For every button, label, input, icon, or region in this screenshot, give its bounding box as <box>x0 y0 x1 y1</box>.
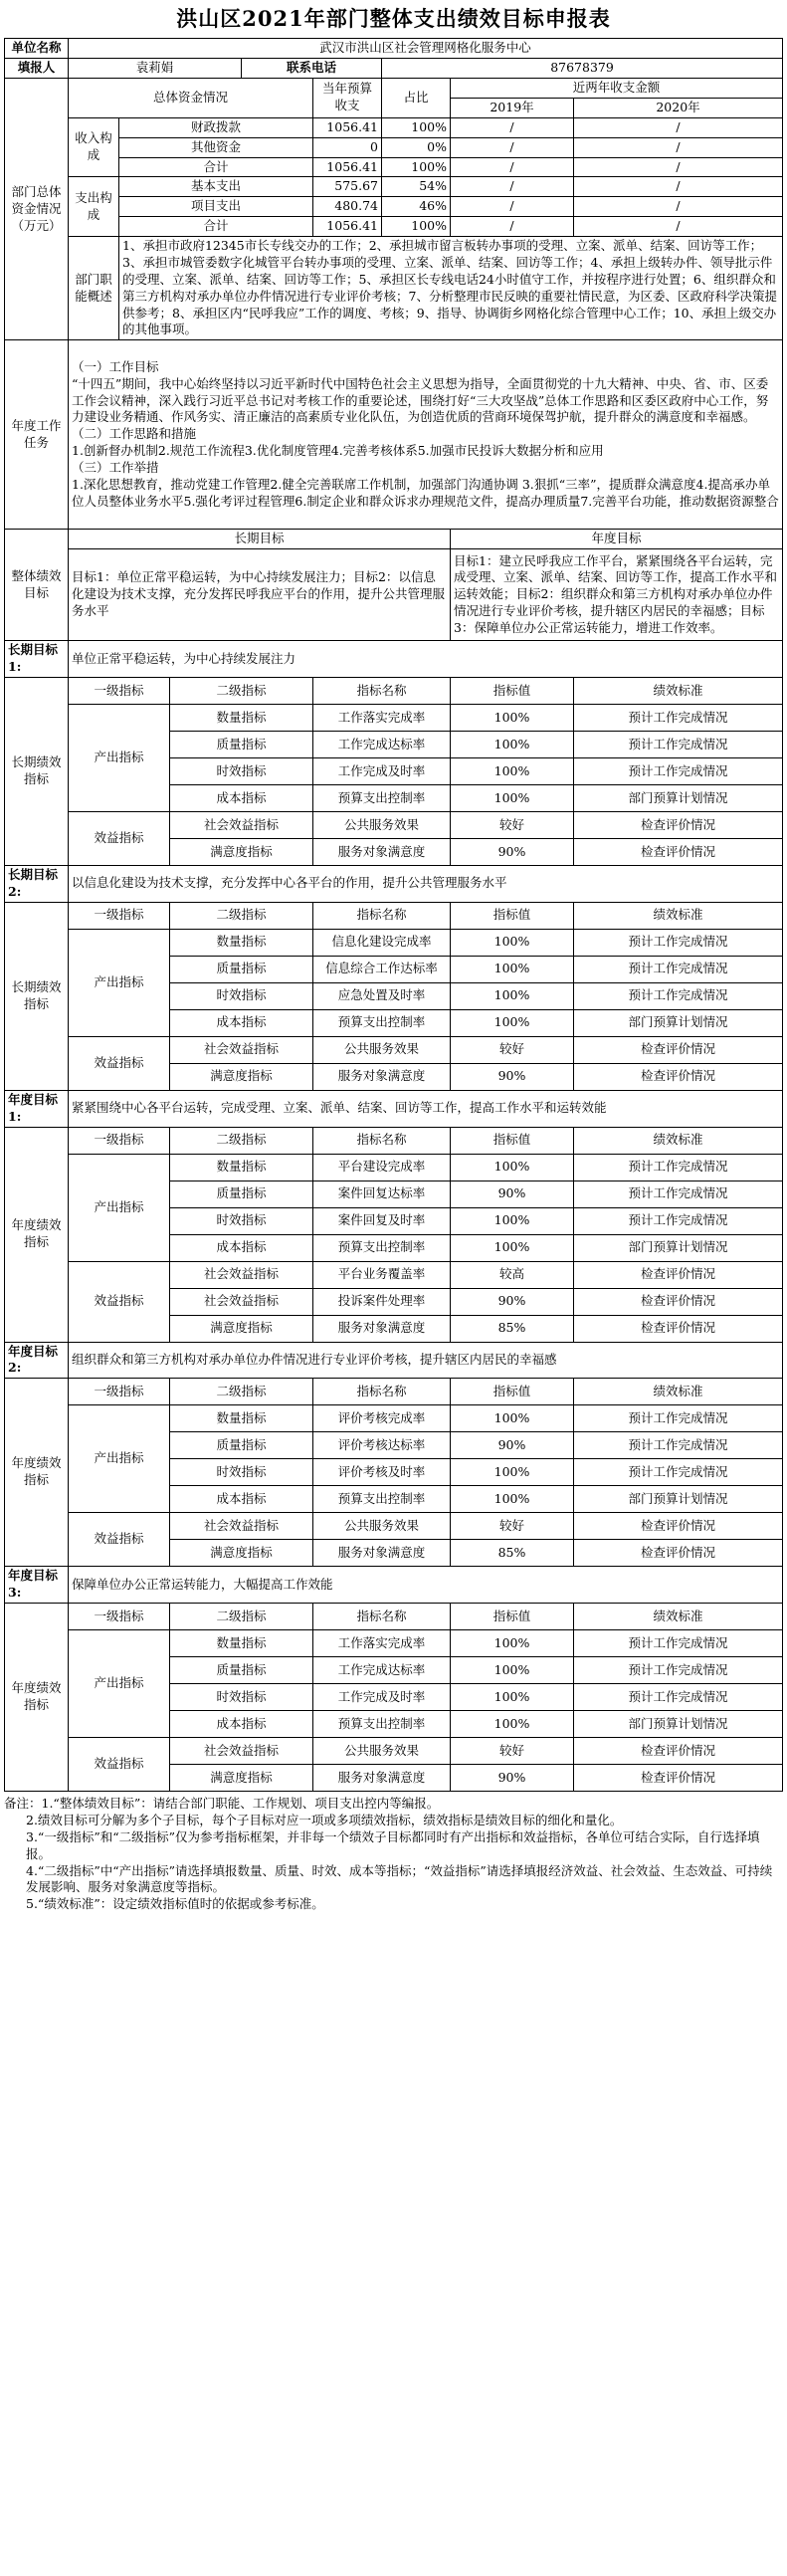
indicator-value: 100% <box>451 1630 574 1657</box>
indicator-value: 100% <box>451 929 574 956</box>
indicator-value: 100% <box>451 1684 574 1711</box>
col-header-standard: 绩效标准 <box>574 1379 783 1405</box>
funds-section-label: 部门总体资金情况（万元） <box>5 78 69 339</box>
indicator-level1: 产出指标 <box>69 1154 170 1261</box>
expense-item-ratio: 100% <box>382 217 451 237</box>
expense-item-2019: / <box>451 197 574 217</box>
income-item-amount: 0 <box>313 137 382 157</box>
indicator-value: 100% <box>451 705 574 732</box>
income-item-2019: / <box>451 137 574 157</box>
indicator-group-label: 年度绩效指标 <box>5 1127 69 1342</box>
indicator-level2: 质量指标 <box>170 1432 313 1459</box>
year-task-paragraph: 1.深化思想教育，推动党建工作管理2.健全完善联席工作机制，加强部门沟通协调 3.狠抓“三率”，提质群众满意度4.提高承办单位人员整体业务水平5.强化考评过程管理6.制定企业和群众诉求办理规范文件，提高办理质量7.完善平台功能，推动数据资源整合 <box>72 476 779 509</box>
note-line: 备注：1.“整体绩效目标”：请结合部门职能、工作规划、项目支出控内等编报。 <box>4 1796 440 1811</box>
indicator-name: 应急处置及时率 <box>313 982 451 1009</box>
goal-section-label: 年度目标2: <box>5 1342 69 1379</box>
indicator-standard: 预计工作完成情况 <box>574 956 783 982</box>
income-item-amount: 1056.41 <box>313 117 382 137</box>
indicator-standard: 部门预算计划情况 <box>574 1009 783 1036</box>
income-item-name: 其他资金 <box>119 137 313 157</box>
indicator-name: 预算支出控制率 <box>313 1711 451 1738</box>
indicator-level2: 社会效益指标 <box>170 1036 313 1063</box>
year-task-paragraph: （二）工作思路和措施 <box>72 426 197 442</box>
year-task-paragraph: （一）工作目标 <box>72 358 159 374</box>
indicator-level1: 效益指标 <box>69 1036 170 1090</box>
indicator-value: 100% <box>451 1657 574 1684</box>
goal-section-label: 长期目标1: <box>5 641 69 678</box>
indicator-level2: 成本指标 <box>170 1711 313 1738</box>
indicator-group-label: 年度绩效指标 <box>5 1604 69 1792</box>
note-line: 5.“绩效标准”：设定绩效指标值时的依据或参考标准。 <box>26 1896 324 1912</box>
report-table <box>4 38 783 1792</box>
indicator-standard: 预计工作完成情况 <box>574 982 783 1009</box>
goal-section-text: 紧紧围绕中心各平台运转，完成受理、立案、派单、结案、回访等工作，提高工作水平和运转效能 <box>69 1090 783 1127</box>
indicator-value: 90% <box>451 1181 574 1207</box>
indicator-level2: 成本指标 <box>170 785 313 812</box>
year-task-paragraph: 1.创新督办机制2.规范工作流程3.优化制度管理4.完善考核体系5.加强市民投诉大数据分析和应用 <box>72 443 604 459</box>
indicator-standard: 部门预算计划情况 <box>574 1711 783 1738</box>
year-task-text <box>69 340 783 530</box>
col-header-standard: 绩效标准 <box>574 1604 783 1630</box>
unit-name-value: 武汉市洪山区社会管理网格化服务中心 <box>69 39 783 59</box>
expense-group-label: 支出构成 <box>69 177 119 237</box>
indicator-name: 公共服务效果 <box>313 1036 451 1063</box>
indicator-standard: 检查评价情况 <box>574 839 783 866</box>
indicator-value: 85% <box>451 1540 574 1567</box>
indicator-name: 信息化建设完成率 <box>313 929 451 956</box>
indicator-name: 服务对象满意度 <box>313 839 451 866</box>
income-item-name: 合计 <box>119 157 313 177</box>
indicator-level2: 社会效益指标 <box>170 1261 313 1288</box>
indicator-value: 90% <box>451 1063 574 1090</box>
goal-section-text: 保障单位办公正常运转能力，大幅提高工作效能 <box>69 1567 783 1604</box>
indicator-name: 公共服务效果 <box>313 812 451 839</box>
indicator-standard: 预计工作完成情况 <box>574 1630 783 1657</box>
indicator-value: 100% <box>451 732 574 758</box>
goal-section-text: 组织群众和第三方机构对承办单位办件情况进行专业评价考核，提升辖区内居民的幸福感 <box>69 1342 783 1379</box>
indicator-standard: 预计工作完成情况 <box>574 705 783 732</box>
indicator-standard: 预计工作完成情况 <box>574 732 783 758</box>
indicator-level2: 数量指标 <box>170 929 313 956</box>
filler-label: 填报人 <box>5 58 69 78</box>
col-header-standard: 绩效标准 <box>574 678 783 705</box>
expense-item-2019: / <box>451 217 574 237</box>
funds-header-budget: 当年预算收支 <box>313 78 382 117</box>
indicator-level1: 效益指标 <box>69 1261 170 1342</box>
income-item-name: 财政拨款 <box>119 117 313 137</box>
income-item-ratio: 100% <box>382 117 451 137</box>
indicator-name: 工作完成达标率 <box>313 1657 451 1684</box>
indicator-name: 工作完成及时率 <box>313 1684 451 1711</box>
overall-goal-label: 整体绩效目标 <box>5 530 69 641</box>
indicator-level2: 社会效益指标 <box>170 1738 313 1765</box>
income-item-2019: / <box>451 157 574 177</box>
note-line: 2.绩效目标可分解为多个子目标，每个子目标对应一项或多项绩效指标，绩效指标是绩效目标的细化和量化。 <box>26 1812 623 1827</box>
income-item-2020: / <box>574 157 783 177</box>
col-header-name: 指标名称 <box>313 1379 451 1405</box>
indicator-value: 较好 <box>451 1738 574 1765</box>
indicator-standard: 预计工作完成情况 <box>574 1405 783 1432</box>
expense-item-ratio: 54% <box>382 177 451 197</box>
year-goal-text: 目标1：建立民呼我应工作平台，紧紧围绕各平台运转，完成受理、立案、派单、结案、回访等工作，提高工作水平和运转效能；目标2：组织群众和第三方机构对承办单位办件情况进行专业评价考核，提升辖区内居民的幸福感；目标3：保障单位办公正常运转能力，增进工作效率。 <box>451 549 783 641</box>
indicator-standard: 预计工作完成情况 <box>574 758 783 785</box>
goal-section-text: 以信息化建设为技术支撑，充分发挥中心各平台的作用，提升公共管理服务水平 <box>69 866 783 903</box>
col-header-value: 指标值 <box>451 1127 574 1154</box>
indicator-group-label: 长期绩效指标 <box>5 678 69 866</box>
indicator-level2: 满意度指标 <box>170 1063 313 1090</box>
col-header-name: 指标名称 <box>313 678 451 705</box>
indicator-level2: 成本指标 <box>170 1009 313 1036</box>
indicator-standard: 检查评价情况 <box>574 1738 783 1765</box>
year-task-paragraph: “十四五”期间，我中心始终坚持以习近平新时代中国特色社会主义思想为指导，全面贯彻党的十九大精神、中央、省、市、区委工作会议精神，深入践行习近平总书记对考核工作的重要论述，围绕打好“三大攻坚战”总体工作思路和区委区政府中心工作，努力建设业务精通、作风务实、清正廉洁的高素质专业化队伍，为创造优质的营商环境保驾护航，提升群众的满意度和幸福感。 <box>72 375 769 425</box>
indicator-value: 90% <box>451 839 574 866</box>
col-header-level1: 一级指标 <box>69 902 170 929</box>
indicator-level1: 产出指标 <box>69 705 170 812</box>
indicator-standard: 预计工作完成情况 <box>574 1181 783 1207</box>
year-goal-header: 年度目标 <box>451 530 783 549</box>
expense-item-amount: 575.67 <box>313 177 382 197</box>
duty-label: 部门职能概述 <box>69 237 119 340</box>
indicator-name: 工作完成达标率 <box>313 732 451 758</box>
indicator-standard: 预计工作完成情况 <box>574 1657 783 1684</box>
long-goal-header: 长期目标 <box>69 530 451 549</box>
indicator-standard: 部门预算计划情况 <box>574 1486 783 1513</box>
indicator-level1: 效益指标 <box>69 1513 170 1567</box>
goal-section-label: 长期目标2: <box>5 866 69 903</box>
indicator-name: 预算支出控制率 <box>313 1234 451 1261</box>
year-task-paragraph: （三）工作举措 <box>72 460 159 476</box>
indicator-standard: 检查评价情况 <box>574 1540 783 1567</box>
indicator-name: 平台建设完成率 <box>313 1154 451 1181</box>
indicator-level2: 成本指标 <box>170 1486 313 1513</box>
income-item-2019: / <box>451 117 574 137</box>
indicator-level2: 质量指标 <box>170 956 313 982</box>
indicator-standard: 检查评价情况 <box>574 1765 783 1792</box>
col-header-level2: 二级指标 <box>170 1379 313 1405</box>
expense-item-name: 合计 <box>119 217 313 237</box>
indicator-standard: 检查评价情况 <box>574 1513 783 1540</box>
indicator-standard: 预计工作完成情况 <box>574 929 783 956</box>
indicator-value: 100% <box>451 1405 574 1432</box>
col-header-standard: 绩效标准 <box>574 1127 783 1154</box>
indicator-value: 100% <box>451 1459 574 1486</box>
indicator-name: 预算支出控制率 <box>313 1486 451 1513</box>
col-header-level1: 一级指标 <box>69 1604 170 1630</box>
col-header-value: 指标值 <box>451 678 574 705</box>
expense-item-name: 基本支出 <box>119 177 313 197</box>
goal-section-text: 单位正常平稳运转，为中心持续发展注力 <box>69 641 783 678</box>
indicator-level2: 数量指标 <box>170 1630 313 1657</box>
expense-item-2020: / <box>574 197 783 217</box>
col-header-level2: 二级指标 <box>170 1127 313 1154</box>
indicator-level1: 产出指标 <box>69 929 170 1036</box>
indicator-level2: 质量指标 <box>170 732 313 758</box>
col-header-standard: 绩效标准 <box>574 902 783 929</box>
expense-item-2020: / <box>574 217 783 237</box>
indicator-name: 公共服务效果 <box>313 1513 451 1540</box>
expense-item-amount: 480.74 <box>313 197 382 217</box>
indicator-level2: 社会效益指标 <box>170 812 313 839</box>
filler-value: 袁莉娟 <box>69 58 242 78</box>
col-header-level2: 二级指标 <box>170 1604 313 1630</box>
indicator-name: 案件回复达标率 <box>313 1181 451 1207</box>
indicator-name: 投诉案件处理率 <box>313 1288 451 1315</box>
indicator-level1: 产出指标 <box>69 1405 170 1513</box>
indicator-level2: 满意度指标 <box>170 1765 313 1792</box>
indicator-value: 较好 <box>451 1513 574 1540</box>
income-item-ratio: 100% <box>382 157 451 177</box>
expense-item-2019: / <box>451 177 574 197</box>
indicator-level2: 满意度指标 <box>170 1540 313 1567</box>
indicator-level2: 数量指标 <box>170 1405 313 1432</box>
indicator-standard: 检查评价情况 <box>574 1315 783 1342</box>
indicator-name: 工作落实完成率 <box>313 705 451 732</box>
indicator-name: 信息综合工作达标率 <box>313 956 451 982</box>
indicator-name: 预算支出控制率 <box>313 785 451 812</box>
expense-item-amount: 1056.41 <box>313 217 382 237</box>
year-task-label: 年度工作任务 <box>5 340 69 530</box>
indicator-standard: 预计工作完成情况 <box>574 1432 783 1459</box>
indicator-standard: 预计工作完成情况 <box>574 1459 783 1486</box>
income-item-2020: / <box>574 137 783 157</box>
goal-section-label: 年度目标3: <box>5 1567 69 1604</box>
col-header-level1: 一级指标 <box>69 678 170 705</box>
indicator-value: 90% <box>451 1432 574 1459</box>
funds-header-total: 总体资金情况 <box>69 78 313 117</box>
indicator-name: 服务对象满意度 <box>313 1315 451 1342</box>
note-line: 3.“一级指标”和“二级指标”仅为参考指标框架，并非每一个绩效子目标都同时有产出指标和效益指标，各单位可结合实际，自行选择填报。 <box>26 1828 760 1861</box>
goal-section-label: 年度目标1: <box>5 1090 69 1127</box>
col-header-level1: 一级指标 <box>69 1379 170 1405</box>
long-goal-text: 目标1：单位正常平稳运转，为中心持续发展注力；目标2：以信息化建设为技术支撑，充分发挥民呼我应平台的作用，提升公共管理服务水平 <box>69 549 451 641</box>
expense-item-name: 项目支出 <box>119 197 313 217</box>
indicator-name: 预算支出控制率 <box>313 1009 451 1036</box>
indicator-value: 100% <box>451 758 574 785</box>
indicator-value: 较好 <box>451 812 574 839</box>
income-item-2020: / <box>574 117 783 137</box>
notes-block <box>4 1796 782 1913</box>
indicator-level2: 满意度指标 <box>170 1315 313 1342</box>
col-header-level1: 一级指标 <box>69 1127 170 1154</box>
indicator-standard: 检查评价情况 <box>574 1261 783 1288</box>
indicator-value: 100% <box>451 982 574 1009</box>
funds-header-2019: 2019年 <box>451 98 574 117</box>
indicator-name: 评价考核完成率 <box>313 1405 451 1432</box>
indicator-level1: 效益指标 <box>69 812 170 866</box>
indicator-group-label: 年度绩效指标 <box>5 1379 69 1567</box>
col-header-name: 指标名称 <box>313 902 451 929</box>
indicator-value: 较高 <box>451 1261 574 1288</box>
indicator-standard: 检查评价情况 <box>574 1063 783 1090</box>
indicator-level2: 时效指标 <box>170 982 313 1009</box>
indicator-standard: 预计工作完成情况 <box>574 1684 783 1711</box>
indicator-value: 90% <box>451 1765 574 1792</box>
col-header-name: 指标名称 <box>313 1127 451 1154</box>
indicator-value: 90% <box>451 1288 574 1315</box>
indicator-level2: 质量指标 <box>170 1657 313 1684</box>
indicator-standard: 检查评价情况 <box>574 1288 783 1315</box>
indicator-name: 评价考核及时率 <box>313 1459 451 1486</box>
indicator-value: 85% <box>451 1315 574 1342</box>
indicator-name: 案件回复及时率 <box>313 1207 451 1234</box>
funds-header-ratio: 占比 <box>382 78 451 117</box>
indicator-standard: 预计工作完成情况 <box>574 1207 783 1234</box>
indicator-value: 100% <box>451 1711 574 1738</box>
phone-label: 联系电话 <box>242 58 382 78</box>
indicator-value: 100% <box>451 1207 574 1234</box>
indicator-value: 100% <box>451 1486 574 1513</box>
indicator-name: 服务对象满意度 <box>313 1765 451 1792</box>
indicator-level2: 时效指标 <box>170 1459 313 1486</box>
income-group-label: 收入构成 <box>69 117 119 177</box>
indicator-standard: 部门预算计划情况 <box>574 785 783 812</box>
indicator-standard: 检查评价情况 <box>574 812 783 839</box>
indicator-level2: 数量指标 <box>170 705 313 732</box>
indicator-level2: 质量指标 <box>170 1181 313 1207</box>
income-item-ratio: 0% <box>382 137 451 157</box>
indicator-name: 工作完成及时率 <box>313 758 451 785</box>
indicator-value: 100% <box>451 956 574 982</box>
indicator-standard: 检查评价情况 <box>574 1036 783 1063</box>
indicator-level2: 时效指标 <box>170 758 313 785</box>
expense-item-2020: / <box>574 177 783 197</box>
col-header-value: 指标值 <box>451 902 574 929</box>
indicator-level2: 数量指标 <box>170 1154 313 1181</box>
unit-name-label: 单位名称 <box>5 39 69 59</box>
income-item-amount: 1056.41 <box>313 157 382 177</box>
indicator-level1: 产出指标 <box>69 1630 170 1738</box>
indicator-value: 100% <box>451 1154 574 1181</box>
indicator-level2: 成本指标 <box>170 1234 313 1261</box>
indicator-name: 服务对象满意度 <box>313 1540 451 1567</box>
indicator-group-label: 长期绩效指标 <box>5 902 69 1090</box>
indicator-standard: 部门预算计划情况 <box>574 1234 783 1261</box>
col-header-name: 指标名称 <box>313 1604 451 1630</box>
indicator-level2: 满意度指标 <box>170 839 313 866</box>
indicator-name: 评价考核达标率 <box>313 1432 451 1459</box>
indicator-name: 服务对象满意度 <box>313 1063 451 1090</box>
expense-item-ratio: 46% <box>382 197 451 217</box>
indicator-level2: 时效指标 <box>170 1684 313 1711</box>
indicator-value: 100% <box>451 785 574 812</box>
indicator-value: 100% <box>451 1009 574 1036</box>
phone-value: 87678379 <box>382 58 783 78</box>
indicator-name: 平台业务覆盖率 <box>313 1261 451 1288</box>
col-header-level2: 二级指标 <box>170 902 313 929</box>
indicator-value: 100% <box>451 1234 574 1261</box>
funds-header-recent: 近两年收支金额 <box>451 78 783 98</box>
indicator-level1: 效益指标 <box>69 1738 170 1792</box>
indicator-standard: 预计工作完成情况 <box>574 1154 783 1181</box>
col-header-value: 指标值 <box>451 1379 574 1405</box>
col-header-value: 指标值 <box>451 1604 574 1630</box>
note-line: 4.“二级指标”中“产出指标”请选择填报数量、质量、时效、成本等指标；“效益指标”请选择填报经济效益、社会效益、生态效益、可持续发展影响、服务对象满意度等指标。 <box>26 1862 773 1895</box>
indicator-level2: 时效指标 <box>170 1207 313 1234</box>
col-header-level2: 二级指标 <box>170 678 313 705</box>
duty-text: 1、承担市政府12345市长专线交办的工作；2、承担城市留言板转办事项的受理、立案、派单、结案、回访等工作；3、承担市城管委数字化城管平台转办事项的受理、立案、派单、结案、回访等工作；4、承担上级转办件、领导批示件的受理、立案、派单、结案、回访等工作；5、承担区长专线电话24小时值守工作，并按程序进行处置；6、组织群众和第三方机构对承办单位办件情况进行专业评价考核；7、分析整理市民反映的重要社情民意，为区委、区政府科学决策提供参考；8、承担区内“民呼我应”工作的调度、考核；9、指导、协调街乡网格化综合管理中心工作；10、承担上级交办的其他事项。 <box>119 237 783 340</box>
indicator-name: 工作落实完成率 <box>313 1630 451 1657</box>
indicator-name: 公共服务效果 <box>313 1738 451 1765</box>
indicator-level2: 社会效益指标 <box>170 1513 313 1540</box>
indicator-level2: 社会效益指标 <box>170 1288 313 1315</box>
page-title: 洪山区2021年部门整体支出绩效目标申报表 <box>176 6 611 31</box>
funds-header-2020: 2020年 <box>574 98 783 117</box>
indicator-value: 较好 <box>451 1036 574 1063</box>
